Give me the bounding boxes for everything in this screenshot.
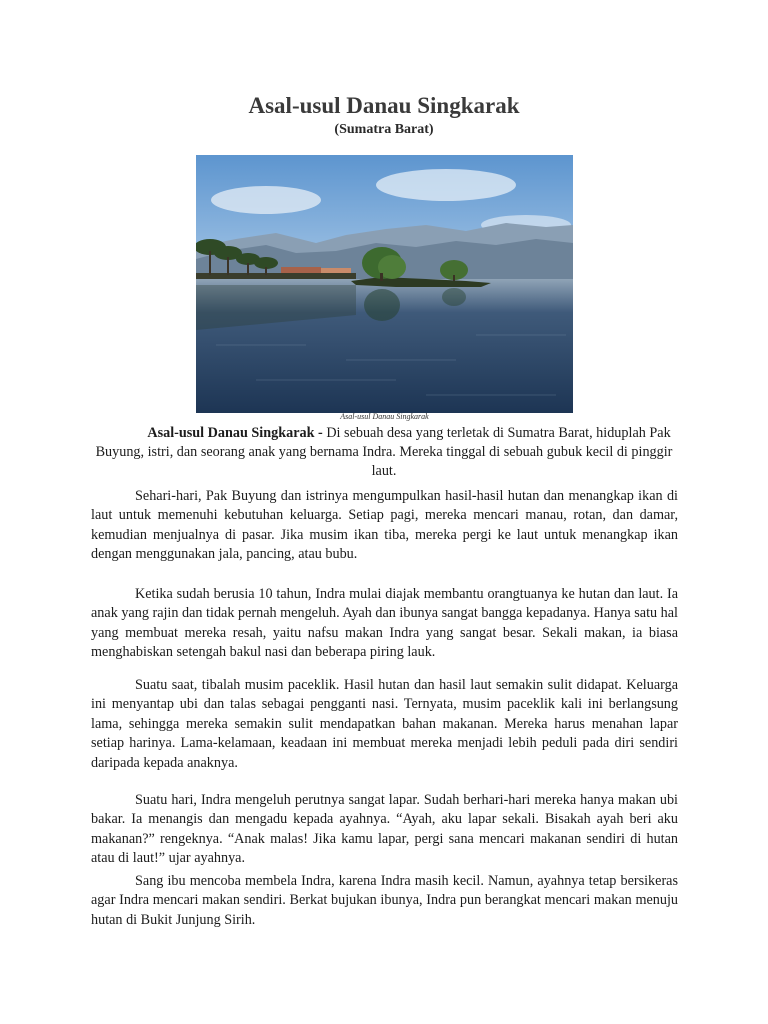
- body-paragraph: Suatu saat, tibalah musim paceklik. Hasil hutan dan hasil laut semakin sulit didapat. Keluarga ini menyantap ubi dan talas sebagai pengganti nasi. Ternyata, musim paceklik kali ini berlangsung lama, sehingga mereka semakin sulit mendapatkan bahan makanan. Mereka harus menahan lapar setiap harinya. Lama-kelamaan, keadaan ini membuat mereka menjadi lebih peduli pada diri sendiri daripada kepada anaknya.: [91, 677, 678, 771]
- intro-lead: Asal-usul Danau Singkarak -: [147, 425, 323, 441]
- body-paragraph: Suatu hari, Indra mengeluh perutnya sangat lapar. Sudah berhari-hari mereka hanya makan ubi bakar. Ia menangis dan mengadu kepada ayahnya. “Ayah, aku lapar sekali. Bisakah ayah beri aku makanan?” rengeknya. “Anak malas! Jika kamu lapar, pergi sana mencari makanan sendiri di hutan atau di laut!” ujar ayahnya.: [91, 792, 678, 867]
- document-title: Asal-usul Danau Singkarak: [248, 93, 520, 118]
- body-paragraph: Ketika sudah berusia 10 tahun, Indra mulai diajak membantu orangtuanya ke hutan dan laut. Ia anak yang rajin dan tidak pernah mengeluh. Ayah dan ibunya sangat bangga kepadanya. Hanya satu hal yang membuat mereka resah, yaitu nafsu makan Indra yang sangat besar. Sekali makan, ia biasa menghabiskan setengah bakul nasi dan beberapa piring lauk.: [91, 586, 678, 661]
- lake-photo: [196, 155, 573, 413]
- body-paragraph: Sehari-hari, Pak Buyung dan istrinya mengumpulkan hasil-hasil hutan dan menangkap ikan di laut untuk memenuhi kebutuhan keluarga. Setiap pagi, mereka mencari manau, rotan, dan damar, kemudian menjualnya di pasar. Jika musim ikan tiba, mereka pergi ke laut untuk menangkap ikan dengan menggunakan jala, pancing, atau bubu.: [91, 488, 678, 563]
- document-subtitle: (Sumatra Barat): [334, 122, 434, 137]
- intro-paragraph: [91, 424, 677, 482]
- image-caption: Asal-usul Danau Singkarak: [340, 412, 429, 421]
- body-paragraph: Sang ibu mencoba membela Indra, karena Indra masih kecil. Namun, ayahnya tetap bersikeras agar Indra mencari makan sendiri. Berkat bujukan ibunya, Indra pun berangkat mencari makan menuju hutan di Bukit Junjung Sirih.: [91, 873, 678, 928]
- intro-text: Di sebuah desa yang terletak di Sumatra Barat, hiduplah Pak Buyung, istri, dan seorang anak yang bernama Indra. Mereka tinggal di sebuah gubuk kecil di pinggir laut.: [95, 425, 673, 480]
